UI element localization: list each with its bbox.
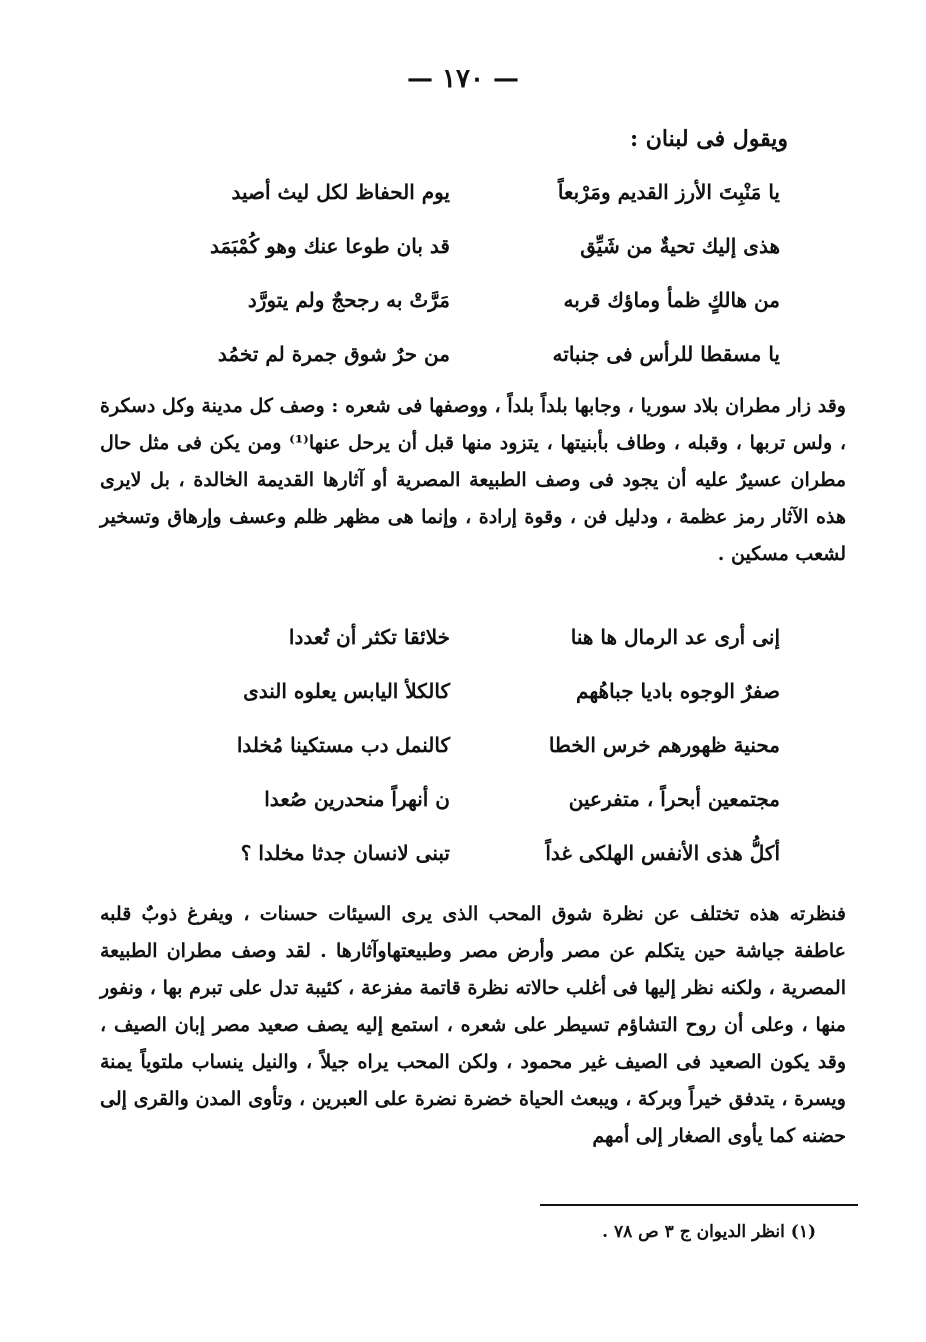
verse-first-hemistich: يا مسقطا للرأس فى جنباته bbox=[552, 342, 780, 366]
intro-line: ويقول فى لبنان : bbox=[629, 126, 788, 152]
verse-first-hemistich: أكلُّ هذى الأنفس الهلكى غداً bbox=[545, 841, 780, 865]
verse-second-hemistich: كالنمل دب مستكينا مُخلدا bbox=[236, 733, 450, 757]
poem-verse bbox=[150, 625, 780, 679]
poem-verse bbox=[150, 679, 780, 733]
verse-first-hemistich: محنية ظهورهم خرس الخطا bbox=[548, 733, 780, 757]
poem-lebanon bbox=[150, 180, 780, 396]
poem-verse bbox=[150, 787, 780, 841]
poem-verse bbox=[150, 234, 780, 288]
poem-verse bbox=[150, 733, 780, 787]
paragraph-text: وقد زار مطران بلاد سوريا ، وجابها بلداً بلداً ، ووصفها فى شعره : وصف كل مدينة وكل دسكرة ، ولس تربها ، وقبله ، وطاف بأبنيتها ، يتزود منها قبل أن يرحل عنها⁽¹⁾ ومن يكن فى مثل حال مطران عسيرٌ عليه أن يجود فى وصف الطبيعة المصرية أو آثارها القديمة الخالدة ، بل لايرى هذه الآثار رمز عظمة ، ودليل فن ، وقوة إرادة ، وإنما هى مظهر ظلم وعسف وإرهاق وتسخير لشعب مسكين . bbox=[100, 395, 846, 565]
paragraph-egypt-nature bbox=[100, 896, 846, 1155]
poem-verse bbox=[150, 180, 780, 234]
verse-second-hemistich: كالكلأ اليابس يعلوه الندى bbox=[243, 679, 450, 703]
footnote-divider bbox=[540, 1204, 858, 1206]
verse-second-hemistich: ن أنهراً منحدرين صُعدا bbox=[264, 787, 450, 811]
verse-first-hemistich: هذى إليك تحيةٌ من شَيِّق bbox=[580, 234, 780, 258]
verse-first-hemistich: يا مَنْبِتَ الأرز القديم ومَرْبعاً bbox=[557, 180, 780, 204]
verse-first-hemistich: صفرٌ الوجوه باديا جباهُهم bbox=[576, 679, 780, 703]
verse-second-hemistich: خلائقا تكثر أن تُعددا bbox=[288, 625, 450, 649]
verse-first-hemistich: من هالكٍ ظمأ وماؤك قربه bbox=[563, 288, 780, 312]
verse-second-hemistich: يوم الحفاظ لكل ليث أصيد bbox=[231, 180, 450, 204]
poem-verse bbox=[150, 288, 780, 342]
poem-egypt bbox=[150, 625, 780, 895]
verse-second-hemistich: قد بان طوعا عنك وهو كُمْبَمَد bbox=[209, 234, 450, 258]
footnote: (١) انظر الديوان ج ٣ ص ٧٨ . bbox=[602, 1222, 816, 1242]
verse-first-hemistich: إنى أرى عد الرمال ها هنا bbox=[570, 625, 780, 649]
verse-second-hemistich: تبنى لانسان جدثا مخلدا ؟ bbox=[240, 841, 450, 865]
page-number: — ١٧٠ — bbox=[406, 64, 520, 94]
paragraph-syria bbox=[100, 388, 846, 573]
verse-second-hemistich: من حرٌ شوق جمرة لم تخمُد bbox=[217, 342, 450, 366]
verse-first-hemistich: مجتمعين أبحراً ، متفرعين bbox=[568, 787, 780, 811]
paragraph-text: فنظرته هذه تختلف عن نظرة شوق المحب الذى يرى السيئات حسنات ، ويفرغ ذوبٌ قلبه عاطفة جياشة حين يتكلم عن مصر وأرض مصر وطبيعتهاوآثارها . لقد وصف مطران الطبيعة المصرية ، ولكنه نظر إليها فى أغلب حالاته نظرة قاتمة مفزعة ، كئيبة تدل على تبرم بها ، ونفور منها ، وعلى أن روح التشاؤم تسيطر على شعره ، استمع إليه يصف صعيد مصر إبان الصيف ، وقد يكون الصعيد فى الصيف غير محمود ، ولكن المحب يراه جيلاً ، والنيل ينساب ملتوياً يمنة ويسرة ، يتدفق خيراً وبركة ، ويبعث الحياة خضرة نضرة على العبرين ، وتأوى المدن والقرى إلى حضنه كما يأوى الصغار إلى أمهم bbox=[100, 903, 846, 1147]
verse-second-hemistich: مَرَّتْ به رجحجٌ ولم يتورَّد bbox=[247, 288, 450, 312]
poem-verse bbox=[150, 841, 780, 895]
